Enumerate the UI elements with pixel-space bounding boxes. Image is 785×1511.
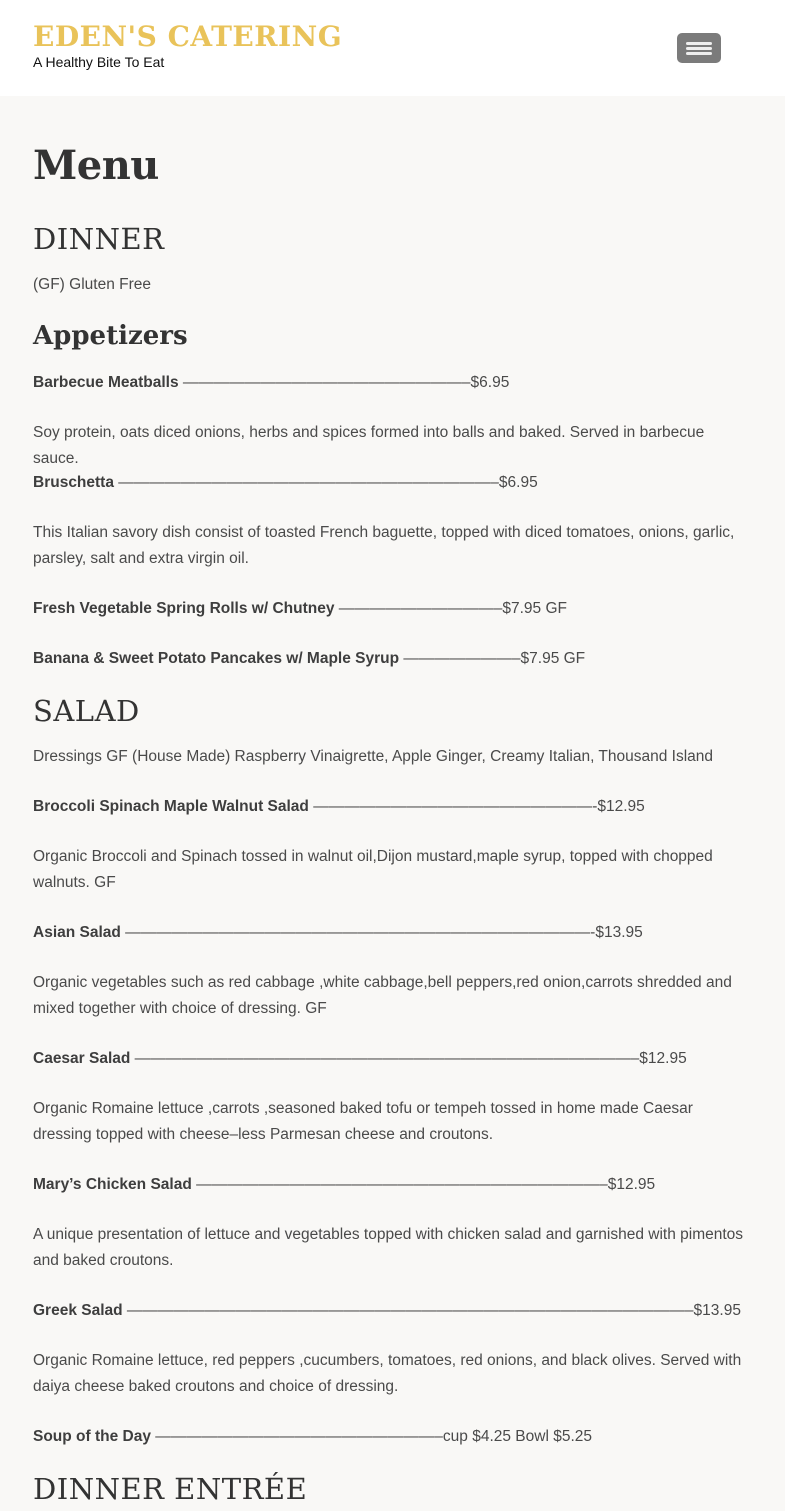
section-heading-dinner: DINNER: [33, 222, 165, 256]
item-price: ————————————————————————————————–$12.95: [130, 1050, 687, 1067]
item-price: ——————————————————–$6.95: [178, 374, 510, 391]
menu-toggle-button[interactable]: [677, 33, 721, 63]
item-name: Barbecue Meatballs: [33, 374, 179, 391]
item-name: Caesar Salad: [33, 1050, 131, 1067]
item-price: ————————————————————————–$6.95: [113, 474, 538, 491]
item-description: Organic Romaine lettuce, red peppers ,cucumbers, tomatoes, red onions, and black olives. Served with daiya cheese baked croutons and choice of dressing.: [33, 1352, 742, 1395]
item-description: Organic Romaine lettuce ,carrots ,seasoned baked tofu or tempeh tossed in home made Caesar dressing topped with cheese–less Parmesan cheese and croutons.: [33, 1100, 693, 1143]
item-price: ——————————–$7.95 GF: [334, 600, 567, 617]
item-price: ——————————————————————————————-$13.95: [120, 924, 643, 941]
item-name: Broccoli Spinach Maple Walnut Salad: [33, 798, 309, 815]
item-name: Mary’s Chicken Salad: [33, 1176, 192, 1193]
item-price: ————————————————————————————————————–$13.95: [122, 1302, 741, 1319]
section-heading-dinner-entree: DINNER ENTRÉE: [33, 1472, 308, 1506]
item-description: A unique presentation of lettuce and vegetables topped with chicken salad and garnished with pimentos and baked croutons.: [33, 1226, 744, 1269]
item-price: ——————————————————-$12.95: [308, 798, 645, 815]
menu-item: [33, 596, 567, 622]
gluten-free-note: (GF) Gluten Free: [33, 276, 151, 293]
item-description: This Italian savory dish consist of toasted French baguette, topped with diced tomatoes, onions, garlic, parsley, salt and extra virgin oil.: [33, 524, 735, 567]
item-name: Asian Salad: [33, 924, 121, 941]
menu-item: [33, 470, 538, 496]
item-description: Soy protein, oats diced onions, herbs and spices formed into balls and baked. Served in barbecue sauce.: [33, 424, 705, 467]
hamburger-menu-icon: [686, 42, 712, 45]
menu-item: [33, 646, 585, 672]
item-description: Organic vegetables such as red cabbage ,white cabbage,bell peppers,red onion,carrots shredded and mixed together with choice of dressing. GF: [33, 974, 732, 1017]
item-name: Fresh Vegetable Spring Rolls w/ Chutney: [33, 600, 335, 617]
item-name: Greek Salad: [33, 1302, 123, 1319]
menu-item: [33, 1172, 655, 1198]
site-title-link[interactable]: EDEN'S CATERING: [33, 20, 343, 53]
menu-item: [33, 370, 509, 396]
menu-item: [33, 1424, 592, 1450]
item-price: ——————————————————————————–$12.95: [191, 1176, 656, 1193]
item-name: Banana & Sweet Potato Pancakes w/ Maple Syrup: [33, 650, 400, 667]
salad-dressings: Dressings GF (House Made) Raspberry Vinaigrette, Apple Ginger, Creamy Italian, Thousand Island: [33, 748, 714, 765]
site-tagline: A Healthy Bite To Eat: [33, 54, 165, 70]
menu-item: [33, 920, 643, 946]
item-description: Organic Broccoli and Spinach tossed in walnut oil,Dijon mustard,maple syrup, topped with chopped walnuts. GF: [33, 848, 713, 891]
item-name: Soup of the Day: [33, 1428, 151, 1445]
menu-item: [33, 1046, 687, 1072]
page-title: Menu: [33, 142, 159, 189]
menu-item: [33, 1298, 741, 1324]
item-name: Bruschetta: [33, 474, 114, 491]
menu-item: [33, 794, 645, 820]
item-price: ———————–$7.95 GF: [399, 650, 586, 667]
section-heading-appetizers: Appetizers: [33, 321, 188, 351]
item-price: ——————————————————–cup $4.25 Bowl $5.25: [150, 1428, 592, 1445]
site-header: [0, 0, 785, 96]
section-heading-salad: SALAD: [33, 694, 140, 728]
